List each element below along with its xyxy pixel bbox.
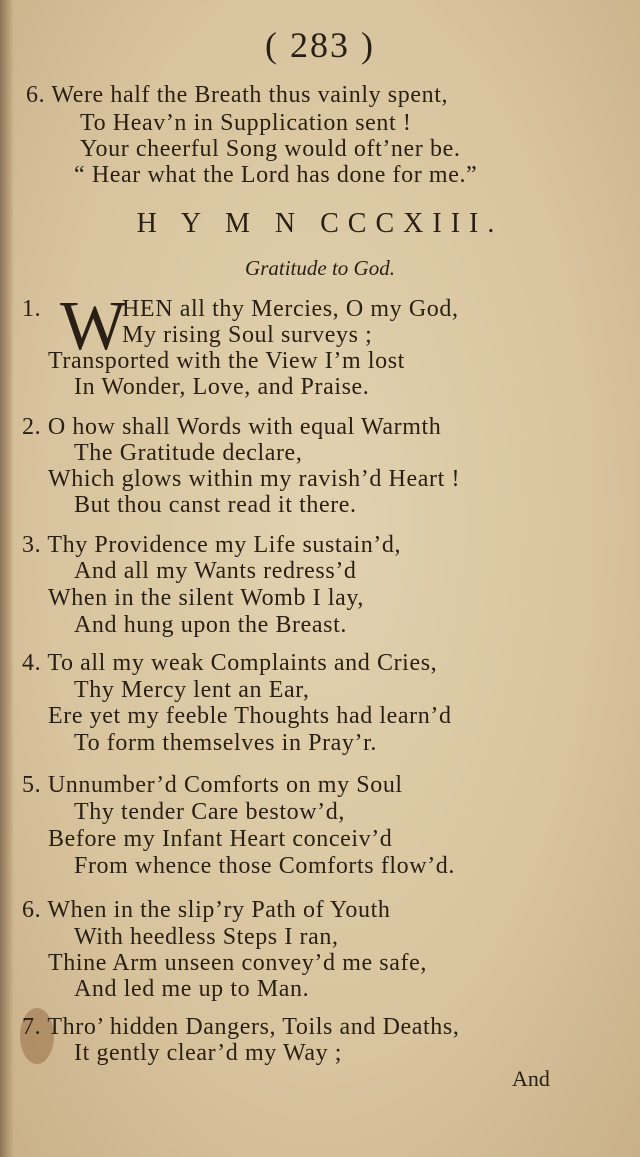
verse-text: Were half the Breath thus vainly spent, <box>51 82 449 108</box>
verse-text: Thro’ hidden Dangers, Toils and Deaths, <box>47 1014 460 1040</box>
verse-text: O how shall Words with equal Warmth <box>47 414 442 440</box>
catchword: And <box>512 1066 550 1091</box>
verse-line: “ Hear what the Lord has done for me.” <box>74 162 478 188</box>
verse-number: 2. <box>22 414 42 440</box>
verse-line: It gently clear’d my Way ; <box>74 1040 343 1066</box>
verse-number: 5. <box>22 772 42 798</box>
verse-text: When in the slip’ry Path of Youth <box>47 897 391 923</box>
verse-line: And all my Wants redress’d <box>74 558 357 584</box>
verse-line: Your cheerful Song would oft’ner be. <box>80 136 461 162</box>
hymn-subtitle: Gratitude to God. <box>245 256 395 280</box>
verse-number: 4. <box>22 650 42 676</box>
verse-line <box>22 650 437 677</box>
drop-cap: W <box>60 288 127 365</box>
verse-line: HEN all thy Mercies, O my God, <box>122 296 459 322</box>
verse-line: But thou canst read it there. <box>74 492 357 518</box>
verse-line: And hung upon the Breast. <box>74 612 347 638</box>
page-number: ( 283 ) <box>265 25 375 65</box>
verse-line <box>22 1014 459 1041</box>
verse-text: Thy Providence my Life sustain’d, <box>47 532 402 558</box>
verse-line: In Wonder, Love, and Praise. <box>74 374 370 400</box>
verse-line: To form themselves in Pray’r. <box>74 730 377 756</box>
hymn-title: H Y M N CCCXIII. <box>136 208 504 239</box>
verse-line: To Heav’n in Supplication sent ! <box>80 110 412 136</box>
verse-text: To all my weak Complaints and Cries, <box>47 650 438 676</box>
verse-line <box>22 414 441 441</box>
verse-line: Thy Mercy lent an Ear, <box>74 677 310 703</box>
verse-line: With heedless Steps I ran, <box>74 924 339 950</box>
verse-number: 6. <box>26 82 46 108</box>
verse-line <box>22 897 391 924</box>
verse-line: Which glows within my ravish’d Heart ! <box>48 466 461 492</box>
verse-line: Transported with the View I’m lost <box>48 348 405 374</box>
verse-line: My rising Soul surveys ; <box>122 322 373 348</box>
verse-line: From whence those Comforts flow’d. <box>74 853 456 879</box>
verse-line: And led me up to Man. <box>74 976 310 1002</box>
verse-number: 7. <box>22 1014 42 1040</box>
verse-number: 1. <box>22 296 42 322</box>
verse-number: 6. <box>22 897 42 923</box>
verse-line: The Gratitude declare, <box>74 440 303 466</box>
page-edge <box>0 0 14 1157</box>
verse-line: Ere yet my feeble Thoughts had learn’d <box>48 703 452 729</box>
verse-line: Thine Arm unseen convey’d me safe, <box>48 950 427 976</box>
verse-line: When in the silent Womb I lay, <box>48 585 365 611</box>
verse-line: Before my Infant Heart conceiv’d <box>48 826 393 852</box>
verse-line <box>22 532 401 559</box>
verse-line <box>26 82 448 109</box>
verse-line <box>22 772 403 799</box>
verse-text: Unnumber’d Comforts on my Soul <box>47 772 403 798</box>
verse-number: 3. <box>22 532 42 558</box>
verse-line: Thy tender Care bestow’d, <box>74 799 345 825</box>
